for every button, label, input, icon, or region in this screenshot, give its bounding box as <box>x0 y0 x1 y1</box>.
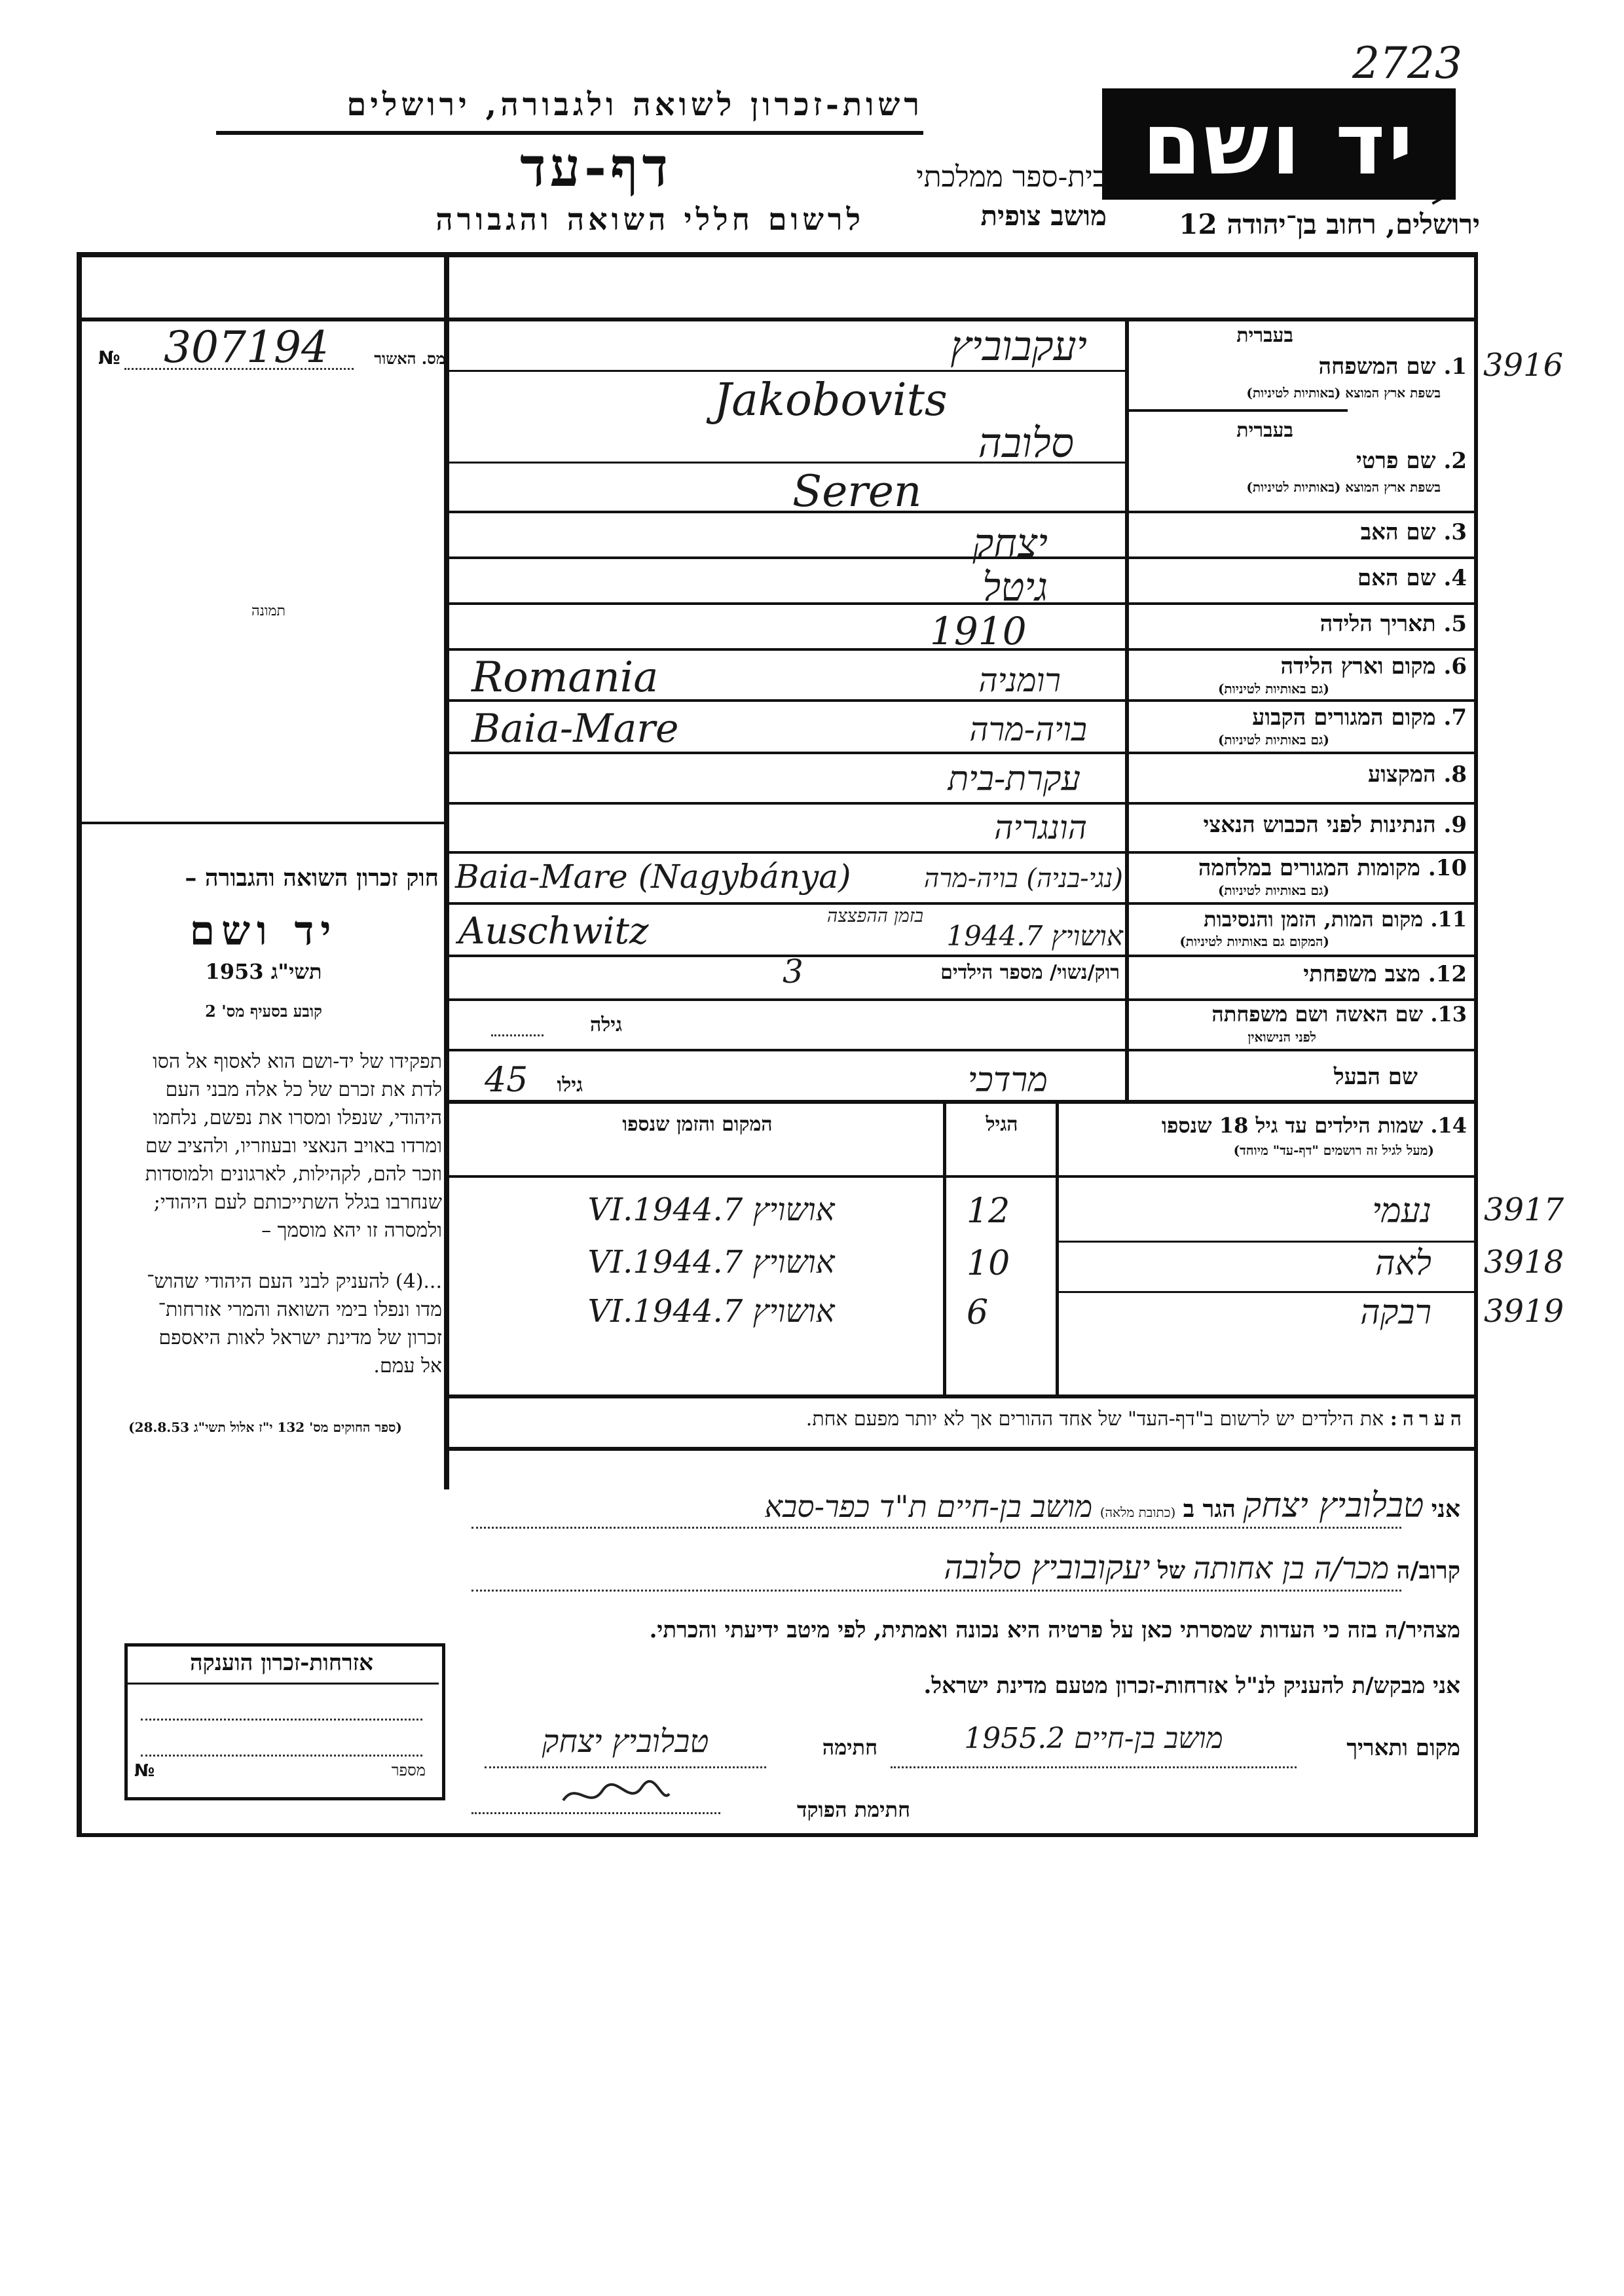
law-clause: קובע בסעיף מס' 2 <box>205 1002 322 1021</box>
child-name: נעמי <box>1372 1192 1431 1231</box>
field-11-no: 11. <box>1430 907 1467 932</box>
field-3-label <box>1133 519 1467 545</box>
row-divider-8 <box>449 752 1478 754</box>
row-divider-12 <box>449 955 1478 957</box>
field-12-no: 12. <box>1428 961 1467 987</box>
row-divider-3 <box>449 511 1478 513</box>
children-rows <box>449 1178 1564 1394</box>
authority-underline <box>216 131 923 135</box>
law-text-line: שנחרבו בגלל השתייכותם לעם היהודי; <box>153 1191 442 1214</box>
field-6-name: מקום וארץ הלידה <box>1280 653 1436 680</box>
photo-placeholder: תמונה <box>251 603 286 619</box>
field-9-name: הנתינות לפני הכבוש הנאצי <box>1203 812 1436 838</box>
decl-prefix: אני <box>1431 1495 1460 1523</box>
field-1-label <box>1133 354 1467 380</box>
field-1-name: שם המשפחה <box>1318 354 1436 380</box>
field-7-name: מקום המגורים הקבוע <box>1252 704 1436 731</box>
field-13-name: שם האשה ושם משפחתה <box>1211 1002 1424 1027</box>
child-age: 10 <box>967 1244 1010 1283</box>
field-1-divider <box>1125 409 1348 412</box>
field-3-name: שם האב <box>1360 519 1436 545</box>
child-place: אושויץ 1944.7.VI <box>587 1244 835 1281</box>
firstname-latin: Seren <box>792 466 922 517</box>
frame-left <box>77 252 82 1836</box>
field-5-label <box>1133 611 1467 637</box>
field-4-no: 4. <box>1443 565 1467 591</box>
field-1-above: בעברית <box>1236 324 1293 347</box>
decl-address: מושב בן-חיים ת"ד כפר-סבא <box>764 1489 1093 1524</box>
husband-age: 45 <box>485 1061 528 1100</box>
field-8-no: 8. <box>1443 761 1467 788</box>
field-2-label <box>1133 448 1467 474</box>
field-1-sub: בשפת ארץ המוצא (באותיות לטיניות) <box>1246 385 1441 401</box>
field-11-label <box>1133 907 1467 932</box>
declaration-line4: אני מבקש/ת להעניק לנ"ל אזרחות-זכרון מטעם מדינת ישראל. <box>923 1673 1460 1699</box>
child-place: אושויץ 1944.7.VI <box>587 1293 835 1330</box>
field-2-name: שם פרטי <box>1356 448 1436 474</box>
field-7-sub: (גם באותיות לטיניות) <box>1217 732 1329 748</box>
decl-line1-dots <box>471 1527 1401 1529</box>
label-column-border <box>1125 318 1129 1100</box>
citizenship-box-number-label: מספר <box>391 1761 426 1779</box>
field-7-no: 7. <box>1443 704 1467 731</box>
husband-name: מרדכי <box>967 1061 1048 1100</box>
law-text-line: ולמסרה זו יהא מוסמך – <box>261 1219 442 1242</box>
note-bottom <box>449 1447 1478 1451</box>
children-count: 3 <box>783 953 803 991</box>
father-name: יצחק <box>972 520 1048 566</box>
wartime-residence-latin: Baia-Mare (Nagybánya) <box>455 858 851 896</box>
frame-right <box>1474 252 1478 1836</box>
field-13-sub: לפני הנישואין <box>1247 1029 1316 1045</box>
place-date-value: מושב בן-חיים 1955.2 <box>964 1722 1223 1755</box>
citizenship-box-line-1 <box>141 1719 422 1721</box>
left-panel-border <box>444 252 449 1489</box>
field-5-name: תאריך הלידה <box>1320 611 1436 637</box>
child-age: 6 <box>967 1293 989 1332</box>
officer-signature-mark <box>557 1774 674 1813</box>
margin-number-3: 3918 <box>1484 1244 1564 1281</box>
child-age: 12 <box>967 1192 1010 1231</box>
birth-country-latin: Romania <box>471 653 659 702</box>
child-name: רבקה <box>1360 1293 1431 1332</box>
husband-label: שם הבעל <box>1333 1064 1418 1090</box>
citizenship-box-title: אזרחות-זכרון הוענקה <box>190 1650 373 1676</box>
citizenship: הונגריה <box>994 809 1087 847</box>
place-date-line <box>891 1766 1297 1768</box>
decl-relative-name: יעקובוביץ סלובה <box>944 1548 1151 1586</box>
marital-status-options: רוק/נשוי/ מספר הילדים <box>940 961 1120 984</box>
mother-name: גיטל <box>982 564 1048 610</box>
citizenship-box-rule <box>128 1683 439 1685</box>
field-10-label <box>1133 855 1467 881</box>
field-13-label <box>1133 1002 1467 1027</box>
wartime-residence-hebrew: (נגי-בניה) בויה-מרה <box>923 864 1123 894</box>
place-date-label: מקום ותאריך <box>1346 1735 1460 1761</box>
left-panel-inner-border <box>82 822 446 824</box>
field-5-no: 5. <box>1443 611 1467 637</box>
wife-age-label: גילה <box>589 1013 622 1036</box>
residence-latin: Baia-Mare <box>471 706 679 752</box>
decl-line2-dots <box>471 1590 1401 1592</box>
school-line2: מושב צופית <box>980 200 1107 232</box>
children-title-text: שמות הילדים עד גיל 18 שנספו <box>1161 1113 1424 1138</box>
address: ירושלים, רחוב בן־יהודה 12 <box>1179 208 1480 240</box>
corner-number: 2723 <box>1352 38 1462 88</box>
field-10-name: מקומות המגורים במלחמה <box>1198 855 1420 881</box>
note-label: הערה: <box>1390 1408 1467 1430</box>
note-text: את הילדים יש לרשום ב"דף-העד" של אחד ההורים אך לא יותר מפעם אחת. <box>805 1408 1384 1430</box>
signature-value: טבלוביץ יצחק <box>542 1723 709 1760</box>
approval-label: מס. האשור <box>374 349 445 368</box>
field-10-no: 10. <box>1428 855 1467 881</box>
decl-of: של <box>1157 1557 1186 1584</box>
row-divider-14 <box>449 1049 1478 1051</box>
child-row-divider <box>1058 1241 1478 1243</box>
row-divider-13 <box>449 998 1478 1001</box>
law-text-line: זכרון של מדינת ישראל לאות היאספם <box>158 1326 442 1349</box>
note <box>458 1408 1467 1430</box>
officer-line <box>471 1812 720 1814</box>
decl-lives-in: הגר ב <box>1183 1495 1236 1523</box>
law-text-line: מדו ונפלו בימי השואה והמרי אזרחות־ <box>158 1298 442 1321</box>
authority-line: רשות-זכרון לשואה ולגבורה, ירושלים <box>346 86 923 123</box>
field-11-name: מקום המות, הזמן והנסיבות <box>1204 907 1424 932</box>
citizenship-box-no-sign: № <box>134 1761 155 1781</box>
field-2-sub: בשפת ארץ המוצא (באותיות לטיניות) <box>1246 479 1441 495</box>
law-source: (ספר החוקים מס' 132 י"ז אלול תשי"ג 28.8.53) <box>128 1419 402 1435</box>
children-col-age-header: הגיל <box>986 1113 1018 1136</box>
logo-text: יד ושם <box>1142 94 1416 194</box>
margin-number-4: 3919 <box>1484 1293 1564 1330</box>
law-text-line: וזכר להם, לקהילות, לארגונים ולמוסדות <box>145 1163 442 1186</box>
signature-label: חתימה <box>822 1735 877 1760</box>
row-divider-9 <box>449 802 1478 805</box>
citizenship-box-line-2 <box>141 1755 422 1757</box>
law-text-line: ...(4) להעניק לבני העם היהודי שהוש־ <box>146 1270 442 1293</box>
law-name: יד ושם <box>189 907 338 955</box>
field-6-label <box>1133 653 1467 680</box>
law-text-line: אל עמם. <box>373 1355 442 1377</box>
header-strip-bottom <box>77 318 1478 321</box>
decl-name: טבלוביץ יצחק <box>1243 1486 1424 1525</box>
field-12-name: מצב משפחתי <box>1303 961 1420 987</box>
field-2-above: בעברית <box>1236 419 1293 442</box>
field-3-no: 3. <box>1443 519 1467 545</box>
child-name: לאה <box>1375 1244 1431 1283</box>
school-line1: בית-ספר ממלכתי <box>916 160 1107 194</box>
wife-age-line <box>491 1034 544 1036</box>
decl-relative: קרוב/ה <box>1396 1557 1460 1584</box>
field-10-sub: (גם באותיות לטיניות) <box>1217 883 1329 898</box>
law-text <box>85 1048 442 1380</box>
surname-hebrew: יעקבוביץ <box>950 322 1087 370</box>
field-7-label <box>1133 704 1467 731</box>
children-title <box>1067 1113 1467 1138</box>
field-8-name: המקצוע <box>1367 761 1436 788</box>
birth-date: 1910 <box>930 609 1027 653</box>
law-text-line: ומרדו באויב הנאצי ובעוזריו, ולהציב שם <box>145 1135 442 1157</box>
form-title: דף-עד <box>520 136 672 199</box>
field-9-no: 9. <box>1443 812 1467 838</box>
children-no: 14. <box>1430 1113 1467 1138</box>
children-header-bottom <box>449 1175 1478 1178</box>
row-divider-10 <box>449 851 1478 854</box>
frame-top <box>77 252 1478 257</box>
approval-no-sign: № <box>98 347 120 369</box>
frame-bottom <box>77 1833 1478 1837</box>
field-2-no: 2. <box>1443 448 1467 474</box>
child-place: אושויץ 1944.7.VI <box>587 1192 835 1228</box>
declaration-line3: מצהיר/ה בזה כי העדות שמסרתי כאן על פרטיה היא נכונה ואמתית, לפי מיטב ידיעתי והכרתי. <box>649 1617 1460 1643</box>
margin-number-1: 3916 <box>1483 347 1564 384</box>
law-text-line: היהודי, שנפלו ומסרו את נפשם, נלחמו <box>153 1106 442 1129</box>
declaration-line1 <box>458 1486 1460 1525</box>
husband-age-label: גילו <box>557 1074 583 1097</box>
field-9-label <box>1133 812 1467 838</box>
death-note: בזמן ההפצצה <box>826 905 923 926</box>
children-top <box>449 1100 1478 1104</box>
firstname-hebrew: סלובה <box>978 419 1074 467</box>
children-col-place-header: המקום והזמן שנספו <box>622 1113 773 1136</box>
birth-country-hebrew: רומניה <box>978 661 1061 699</box>
residence-hebrew: בויה-מרה <box>969 710 1087 748</box>
law-text-line: תפקידו של יד-ושם הוא לאסוף אל הסו <box>153 1050 442 1073</box>
decl-hint: (כתובת מלאה) <box>1099 1504 1176 1520</box>
field-11-sub: (המקום גם באותיות לטיניות) <box>1179 934 1329 949</box>
field-6-sub: (גם באותיות לטיניות) <box>1217 681 1329 697</box>
death-place-hebrew: אושויץ 1944.7 <box>946 920 1123 952</box>
field-13-no: 13. <box>1430 1002 1467 1027</box>
officer-label: חתימת הפוקד <box>797 1797 910 1822</box>
subtitle: לרשום חללי השואה והגבורה <box>435 202 864 237</box>
profession: עקרת-בית <box>948 759 1080 799</box>
signature-line <box>485 1766 766 1768</box>
margin-number-2: 3917 <box>1484 1192 1564 1228</box>
surname-latin: Jakobovits <box>714 374 948 426</box>
field-4-label <box>1133 565 1467 591</box>
officer-scribble-icon <box>557 1774 674 1813</box>
field-6-no: 6. <box>1443 653 1467 680</box>
field-12-label <box>1133 961 1467 987</box>
notes-separator <box>449 1394 1478 1398</box>
field-1-no: 1. <box>1443 354 1467 380</box>
field-4-name: שם האם <box>1357 565 1436 591</box>
approval-number: 307194 <box>164 322 329 373</box>
death-place-latin: Auschwitz <box>458 910 649 953</box>
decl-relation: מכר/ה בן אחותה <box>1192 1550 1390 1586</box>
declaration-line2 <box>458 1548 1460 1586</box>
field-8-label <box>1133 761 1467 788</box>
row-divider-11 <box>449 902 1478 905</box>
law-year: תשי"ג 1953 <box>205 959 322 984</box>
law-text-line: לדת את זכרם של כל אלה מבני העם <box>165 1078 442 1101</box>
children-subtitle: (מעל לגיל זה רושמים "דף-עד" מיוחד) <box>1233 1142 1434 1158</box>
law-title: חוק זכרון השואה והגבורה – <box>185 864 439 892</box>
